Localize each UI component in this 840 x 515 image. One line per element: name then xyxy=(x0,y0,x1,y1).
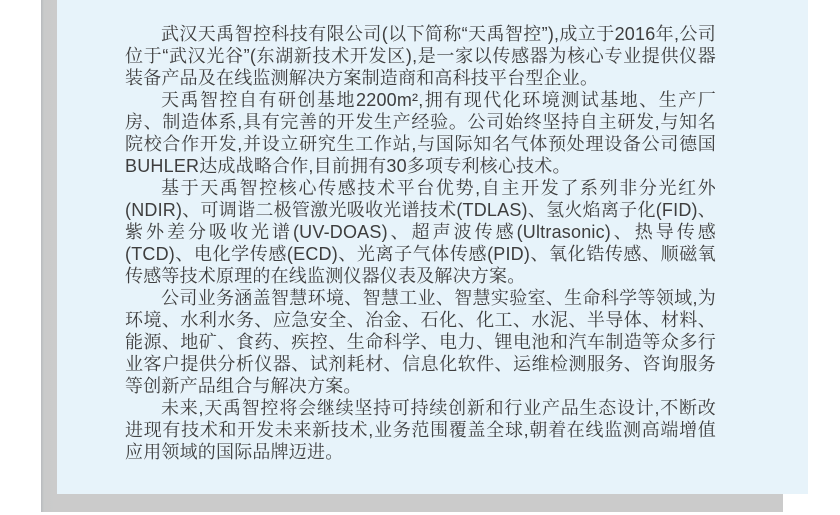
paragraph-business-scope: 公司业务涵盖智慧环境、智慧工业、智慧实验室、生命科学等领域,为环境、水利水务、应急安全、冶金、石化、化工、水泥、半导体、材料、能源、地矿、食药、疾控、生命科学、电力、锂电池和汽车制造等众多行业客户提供分析仪器、试剂耗材、信息化软件、运维检测服务、咨询服务等创新产品组合与解决方案。 xyxy=(125,288,716,396)
paragraph-company-overview: 武汉天禹智控科技有限公司(以下简称“天禹智控”),成立于2016年,公司位于“武汉光谷”(东湖新技术开发区),是一家以传感器为核心专业提供仪器装备产品及在线监测解决方案制造商和高科技平台型企业。 xyxy=(125,24,716,88)
paragraph-sensing-technologies: 基于天禹智控核心传感技术平台优势,自主开发了系列非分光红外(NDIR)、可调谐二极管激光吸收光谱技术(TDLAS)、氢火焰离子化(FID)、紫外差分吸收光谱(UV-DOAS)、超声波传感(Ultrasonic)、热导传感(TCD)、电化学传感(ECD)、光离子气体传感(PID)、氧化锆传感、顺磁氧传感等技术原理的在线监测仪器仪表及解决方案。 xyxy=(125,178,716,286)
paragraph-future-outlook: 未来,天禹智控将会继续坚持可持续创新和行业产品生态设计,不断改进现有技术和开发未来新技术,业务范围覆盖全球,朝着在线监测高端增值应用领域的国际品牌迈进。 xyxy=(125,398,716,462)
company-intro-article xyxy=(125,23,716,463)
paragraph-rnd-base: 天禹智控自有研创基地2200m²,拥有现代化环境测试基地、生产厂房、制造体系,具有完善的开发生产经验。公司始终坚持自主研发,与知名院校合作开发,并设立研究生工作站,与国际知名气体预处理设备公司德国BUHLER达成战略合作,目前拥有30多项专利核心技术。 xyxy=(125,90,716,176)
